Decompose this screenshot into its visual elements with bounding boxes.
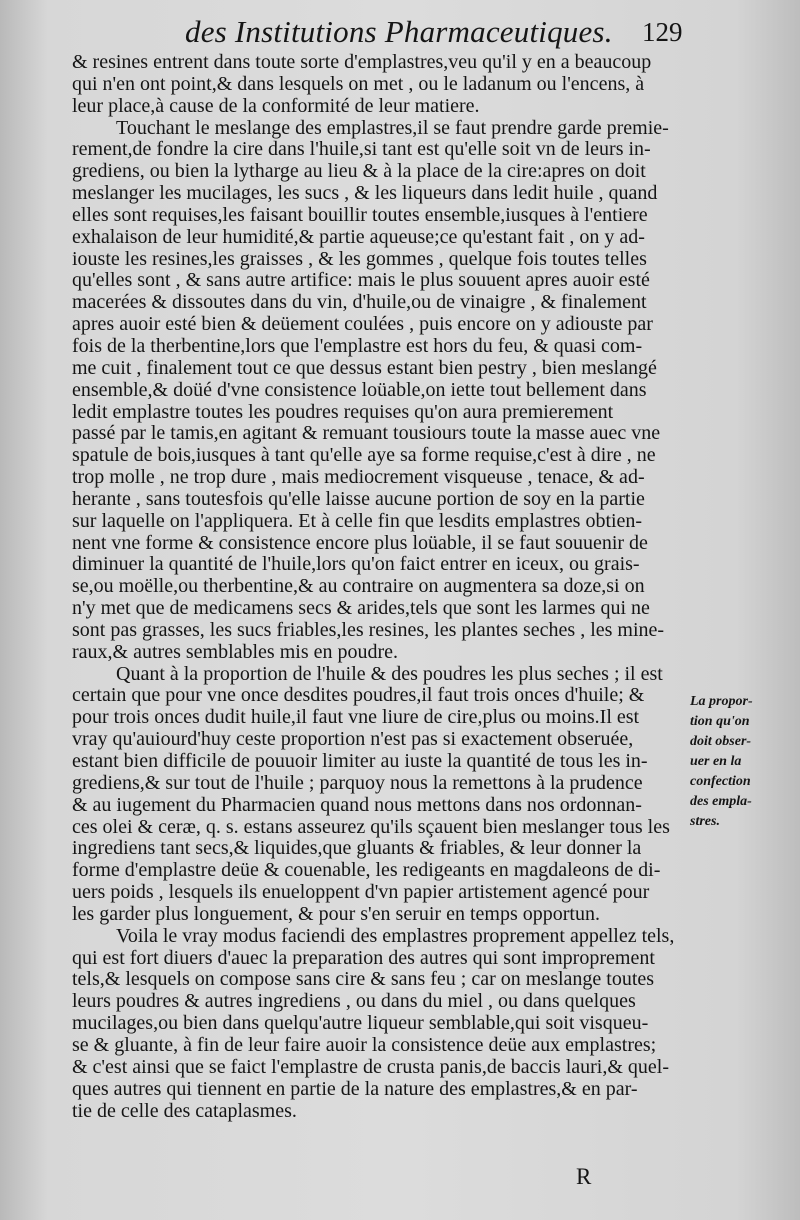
text-line: les garder plus longuement, & pour s'en seruir en temps opportun. — [72, 902, 600, 925]
text-line: Voila le vray modus faciendi des emplastres proprement appellez tels, — [116, 924, 675, 947]
text-line: nent vne forme & consistence encore plus loüable, il se faut souuenir de — [72, 531, 648, 554]
margin-note — [690, 692, 794, 832]
text-line: leur place,à cause de la conformité de leur matiere. — [72, 94, 480, 117]
margin-note-line: stres. — [690, 814, 720, 829]
margin-note-line: La propor- — [690, 694, 753, 709]
running-head-title: des Institutions Pharmaceutiques. — [185, 14, 613, 49]
page-number: 129 — [642, 17, 683, 47]
text-line: grediens, ou bien la lytharge au lieu & à la place de la cire:apres on doit — [72, 160, 646, 183]
text-line: ces olei & ceræ, q. s. estans asseurez qu'ils sçauent bien meslanger tous les — [72, 815, 670, 838]
text-line: Touchant le meslange des emplastres,il se faut prendre garde premie- — [116, 116, 669, 139]
margin-note-line: confection — [690, 774, 751, 789]
text-line: spatule de bois,iusques à tant qu'elle aye sa forme requise,c'est à dire , ne — [72, 444, 656, 467]
text-line: & resines entrent dans toute sorte d'emplastres,veu qu'il y en a beaucoup — [72, 51, 652, 73]
text-line: se,ou moëlle,ou therbentine,& au contraire on augmentera sa doze,si on — [72, 575, 645, 598]
text-line: ingrediens tant secs,& liquides,que gluants & friables, & leur donner la — [72, 837, 642, 860]
text-line: Quant à la proportion de l'huile & des poudres les plus seches ; il est — [116, 662, 663, 685]
text-line: elles sont requises,les faisant bouillir toutes ensemble,iusques à l'entiere — [72, 203, 648, 226]
text-line: mucilages,ou bien dans quelqu'autre liqueur semblable,qui soit visqueu- — [72, 1012, 649, 1035]
text-line: leurs poudres & autres ingrediens , ou dans du miel , ou dans quelques — [72, 990, 636, 1013]
text-line: meslanger les mucilages, les sucs , & les liqueurs dans ledit huile , quand — [72, 182, 658, 205]
text-line: me cuit , finalement tout ce que dessus estant bien pestry , bien meslangé — [72, 356, 657, 379]
text-line: qui n'en ont point,& dans lesquels on met , ou le ladanum ou l'encens, à — [72, 72, 645, 95]
text-line: ledit emplastre toutes les poudres requises qu'on aura premierement — [72, 400, 614, 423]
text-line: certain que pour vne once desdites poudres,il faut trois onces d'huile; & — [72, 684, 645, 707]
text-line: estant bien difficile de pouuoir limiter au iuste la quantité de tous les in- — [72, 750, 648, 772]
text-line: iouste les resines,les graisses , & les gommes , quelque fois toutes telles — [72, 247, 647, 270]
signature-mark: R — [576, 1164, 592, 1189]
text-line: raux,& autres semblables mis en poudre. — [72, 640, 399, 663]
text-line: trop molle , ne trop dure , mais mediocrement visqueuse , tenace, & ad- — [72, 466, 645, 489]
text-line: grediens,& sur tout de l'huile ; parquoy nous la remettons à la prudence — [72, 771, 643, 794]
text-line: forme d'emplastre deüe & couenable, les redigeants en magdaleons de di- — [72, 859, 661, 882]
text-line: n'y met que de medicamens secs & arides,tels que sont les larmes qui ne — [72, 597, 650, 620]
margin-note-line: des empla- — [690, 794, 752, 809]
running-head — [0, 14, 800, 50]
text-line: & c'est ainsi que se faict l'emplastre de crusta panis,de baccis lauri,& quel- — [72, 1055, 669, 1078]
text-line: se & gluante, à fin de leur faire auoir la consistence deüe aux emplastres; — [72, 1033, 657, 1056]
text-line: ensemble,& doüé d'vne consistence loüable,on iette tout bellement dans — [72, 378, 647, 401]
text-line: ques autres qui tiennent en partie de la nature des emplastres,& en par- — [72, 1077, 638, 1100]
text-line: sur laquelle on l'appliquera. Et à celle fin que lesdits emplastres obtien- — [72, 509, 643, 532]
text-line: & au iugement du Pharmacien quand nous mettons dans nos ordonnan- — [72, 793, 642, 816]
text-line: vray qu'auiourd'huy ceste proportion n'est pas si exactement obseruée, — [72, 728, 634, 751]
text-line: fois de la therbentine,lors que l'emplastre est hors du feu, & quasi com- — [72, 334, 643, 357]
text-line: pour trois onces dudit huile,il faut vne liure de cire,plus ou moins.Il est — [72, 706, 640, 729]
text-line: qui est fort diuers d'auec la preparation des autres qui sont improprement — [72, 946, 655, 969]
margin-note-line: doit obser- — [690, 734, 752, 749]
text-line: tie de celle des cataplasmes. — [72, 1099, 297, 1122]
margin-note-line: uer en la — [690, 754, 742, 769]
text-line: qu'elles sont , & sans autre artifice: mais le plus souuent apres auoir esté — [72, 269, 650, 292]
text-line: diminuer la quantité de l'huile,lors qu'on faict entrer en iceux, ou grais- — [72, 553, 640, 576]
text-line: tels,& lesquels on compose sans cire & sans feu ; car on meslange toutes — [72, 968, 655, 991]
text-line: exhalaison de leur humidité,& partie aqueuse;ce qu'estant fait , on y ad- — [72, 225, 645, 248]
text-line: sont pas grasses, les sucs friables,les resines, les plantes seches , les mine- — [72, 618, 665, 641]
text-line: macerées & dissoutes dans du vin, d'huile,ou de vinaigre , & finalement — [72, 291, 647, 314]
text-line: apres auoir esté bien & deüement coulées , puis encore on y adiouste par — [72, 313, 653, 336]
text-line: uers poids , lesquels ils enueloppent d'vn papier artistement agencé pour — [72, 881, 650, 904]
body-text — [72, 52, 688, 1122]
text-line: passé par le tamis,en agitant & remuant tousiours toute la masse auec vne — [72, 422, 661, 445]
text-line: herante , sans toutesfois qu'elle laisse aucune portion de soy en la partie — [72, 487, 645, 510]
text-line: rement,de fondre la cire dans l'huile,si tant est qu'elle soit vn de leurs in- — [72, 138, 651, 161]
margin-note-line: tion qu'on — [690, 714, 750, 729]
